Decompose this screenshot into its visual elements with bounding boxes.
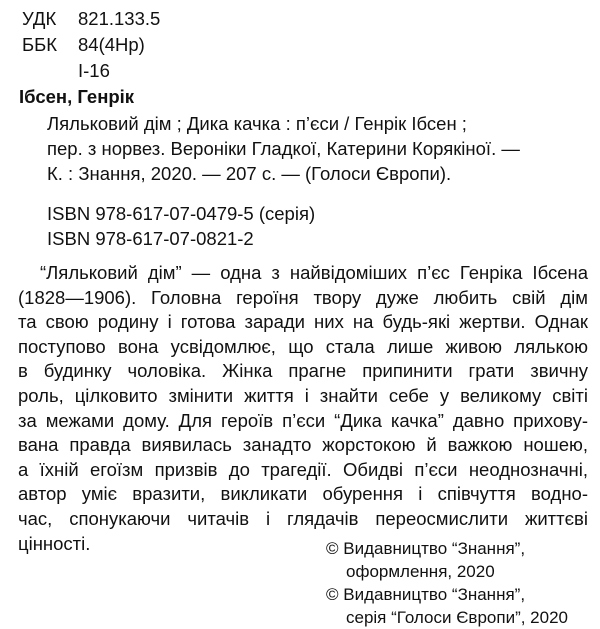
annotation-line: а їхній егоїзм призвів до трагедії. Обидві п’єси неоднозначні,: [18, 458, 588, 480]
annotation-line: роль, цілковито змінити життя і знайти себе у великому світі: [18, 384, 588, 406]
annotation-line: вана правда виявилась занадто жорстокою й важкою ношею,: [18, 434, 588, 456]
bibliographic-line: пер. з норвез. Вероніки Гладкої, Катерини Корякіної. —: [47, 138, 520, 159]
udk-line: [22, 7, 160, 31]
isbn-series: ISBN 978-617-07-0479-5 (серія): [47, 203, 316, 224]
bibliographic-line: К. : Знання, 2020. — 207 с. — (Голоси Європи).: [47, 163, 452, 184]
annotation-line: поступово вона усвідомлює, що стала лише живою лялькою: [18, 335, 588, 357]
annotation-paragraph: [18, 261, 588, 556]
isbn-book: ISBN 978-617-07-0821-2: [47, 228, 254, 249]
udk-label: УДК: [22, 8, 57, 29]
bibliographic-line: Ляльковий дім ; Дика качка : п’єси / Генрік Ібсен ;: [47, 113, 467, 134]
copyright-block: [326, 537, 588, 629]
copyright-design-line2: оформлення, 2020: [346, 562, 495, 581]
bbk-value: 84(4Нр): [78, 34, 145, 55]
annotation-line: час, спонукаючи читачів і глядачів переосмислити життєві: [18, 507, 588, 529]
annotation-line: за межами дому. Для героїв п’єси “Дика качка” давно прихову-: [18, 409, 588, 431]
copyright-series-line1: © Видавництво “Знання”,: [326, 585, 526, 604]
copyright-series-line2: серія “Голоси Європи”, 2020: [346, 608, 568, 627]
author-mark: І-16: [78, 60, 110, 81]
annotation-line: в будинку чоловіка. Жінка прагне припинити грати звичну: [18, 360, 588, 382]
annotation-line: цінності.: [18, 532, 91, 554]
annotation-line: “Ляльковий дім” — одна з найвідоміших п’єс Генріка Ібсена: [40, 262, 588, 283]
udk-value: 821.133.5: [78, 8, 161, 29]
annotation-line: автор уміє вразити, викликати обурення і співчуття водно-: [18, 483, 588, 505]
bbk-label: ББК: [22, 34, 58, 55]
annotation-line: та свою родину і готова заради них на будь-які жертви. Однак: [18, 311, 588, 333]
author-heading: Ібсен, Генрік: [19, 86, 135, 107]
bbk-line: [22, 33, 145, 57]
annotation-line: (1828—1906). Головна героїня твору дуже любить свій дім: [18, 286, 588, 308]
copyright-design-line1: © Видавництво “Знання”,: [326, 539, 526, 558]
